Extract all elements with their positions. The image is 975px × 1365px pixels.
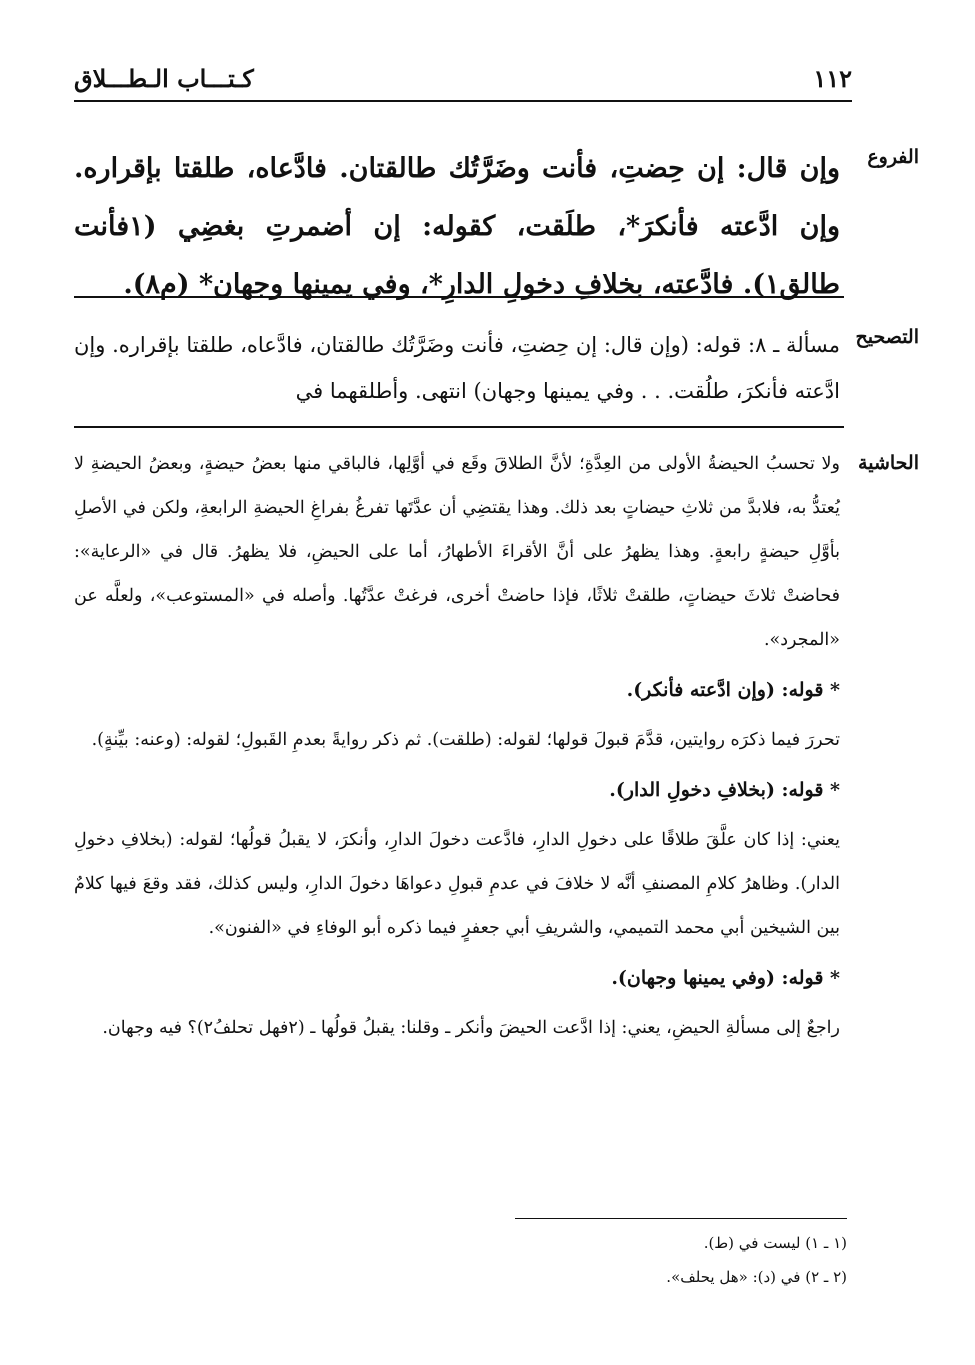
running-title: كـتـــاب الـطـــلاق xyxy=(74,64,254,93)
furu-divider xyxy=(74,296,844,298)
hashiya-heading: * قوله: (وإن ادَّعته فأنكر). xyxy=(626,679,840,701)
header-rule xyxy=(74,100,852,102)
hashiya-paragraph: يعني: إذا كان علَّقَ طلاقًا على دخولِ الدارِ، فادَّعت دخولَ الدارِ، وأنكرَ، لا يقبلُ قولُها؛ لقوله: (بخلافِ دخولِ الدار). وظاهرُ كلامِ المصنفِ أنَّه لا خلافَ في عدمِ قبولِ دعواهَا دخولَ الدارِ، وليس كذلك، فقد وقعَ فيها كلامٌ بين الشيخين أبي محمد التميمي، والشريفِ أبي جعفرٍ فيما ذكره أبو الوفاءِ في «الفنون». xyxy=(74,830,840,938)
tashih-text: مسألة ـ ٨: قوله: (وإن قال: إن حِضتِ، فأنت وضَرَّتُك طالقتان، فادَّعاه، طلقتا بإقراره. وإن ادَّعته فأنكرَ، طلُقت. . . وفي يمينها وجهان) انتهى. وأطلقهما في xyxy=(74,333,840,403)
furu-text: وإن قال: إن حِضتِ، فأنت وضَرَّتُك طالقتان. فادَّعاه، طلقتا بإقراره. وإن ادَّعته فأنكرَ*، طلَقت، كقوله: إن أضمرتِ بغضِي (١فأنت طالق١). فادَّعته، بخلافِ دخولِ الدارِ*، وفي يمينها وجهان* (م٨). xyxy=(74,153,840,300)
hashiya-paragraph: راجعٌ إلى مسألةِ الحيضِ، يعني: إذا ادَّعت الحيضَ وأنكر ـ وقلنا: يقبلُ قولُها ـ (٢فهل تحلفُ٢)؟ فيه وجهان. xyxy=(102,1018,840,1038)
hashiya-heading: * قوله: (وفي يمينها وجهان). xyxy=(611,967,840,989)
footnote-rule xyxy=(515,1218,847,1219)
footnote: (٢ ـ ٢) في (د): «هل يحلف». xyxy=(666,1268,847,1286)
tashih-divider xyxy=(74,426,844,428)
hashiya-label: الحاشية xyxy=(858,452,919,474)
hashiya-heading: * قوله: (بخلافِ دخولِ الدار). xyxy=(609,779,840,801)
hashiya-paragraph: تحررَ فيما ذكرَه روايتين، قدَّمَ قبولَ قولها؛ لقوله: (طلقت). ثم ذكر روايةً بعدمِ القَبولِ؛ لقوله: (وعنه: بيِّنةٍ). xyxy=(91,730,840,750)
page-number: ١١٢ xyxy=(813,64,852,93)
footnote: (١ ـ ١) ليست في (ط). xyxy=(703,1234,847,1252)
hashiya-commentary xyxy=(74,442,840,1050)
tashih-label: التصحيح xyxy=(855,326,919,348)
page-header xyxy=(74,58,852,102)
furu-label: الفروع xyxy=(867,146,919,168)
hashiya-paragraph: ولا تحسبُ الحيضةُ الأولى من العِدَّةِ؛ لأنَّ الطلاقَ وقَع في أوَّلِها، فالباقي منها بعضُ حيضةٍ، وبعضُ الحيضةِ لا يُعتدُّ به، فلابدَّ من ثلاثِ حيضاتٍ بعد ذلك. وهذا يقتضِي أن عدَّتَها تفرغُ بفراغِ الحيضةِ الرابعةِ، ولكن في الأصلِ بأوَّلِ حيضةٍ رابعةٍ. وهذا يظهرُ على أنَّ الأقراءَ الأطهارُ، أما على الحيضِ، فلا يظهرُ. قال في «الرعاية»: فحاضتْ ثلاثَ حيضاتٍ، طلقتْ ثلاثًا، فإذا حاضتْ أخرى، فرغتْ عدَّتُها. وأصله في «المستوعب»، ولعلَّه عن «المجرد». xyxy=(74,454,840,650)
